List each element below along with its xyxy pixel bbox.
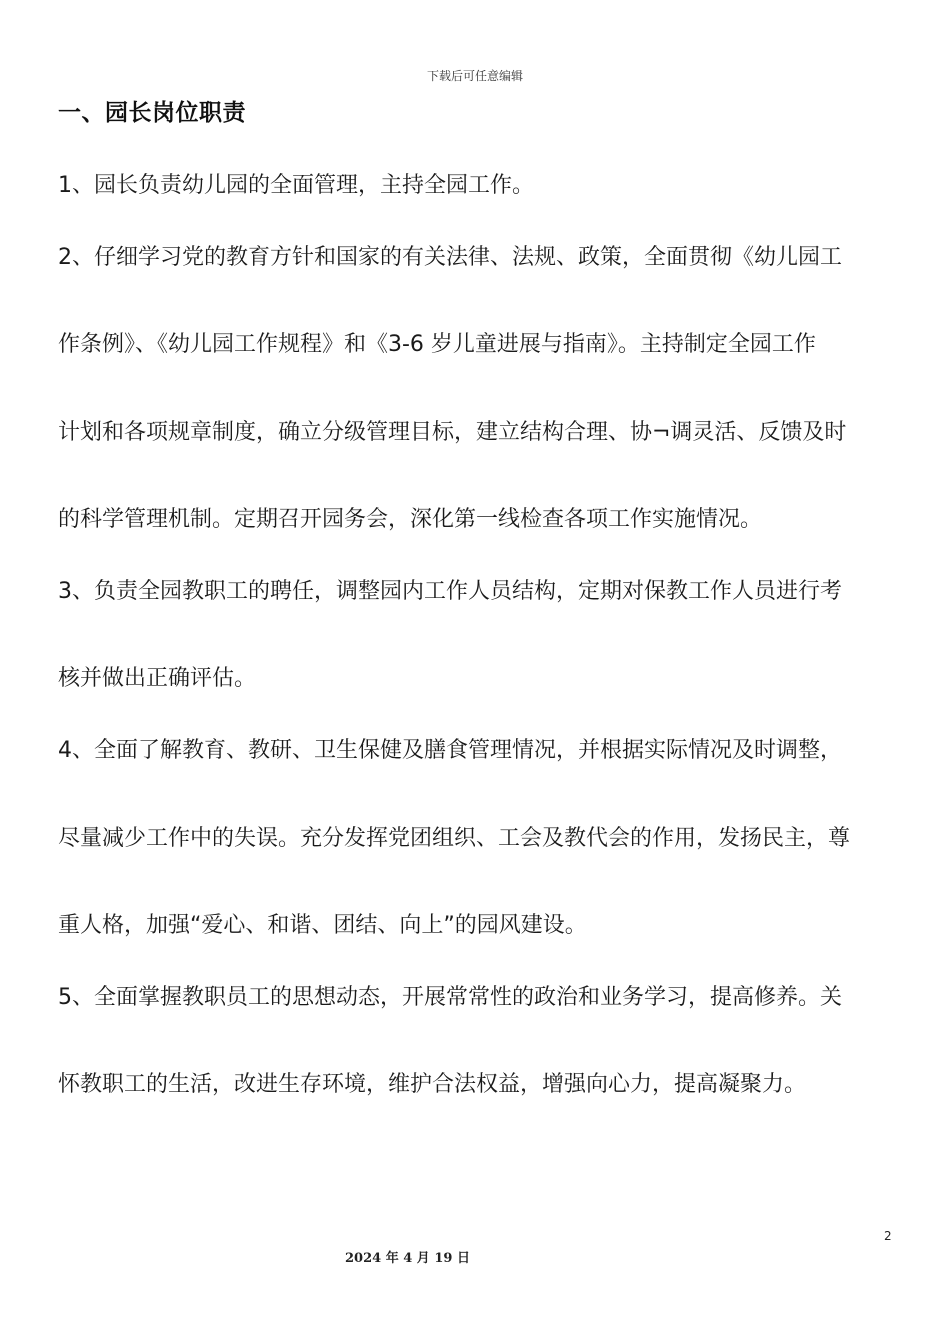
- body-line: 的科学管理机制。定期召开园务会，深化第一线检查各项工作实施情况。: [58, 507, 763, 532]
- body-line: 5、全面掌握教职员工的思想动态，开展常常性的政治和业务学习，提高修养。关: [58, 985, 842, 1010]
- body-line: 重人格，加强“爱心、和谐、团结、向上”的园风建设。: [58, 913, 587, 938]
- body-line: 4、全面了解教育、教研、卫生保健及膳食管理情况，并根据实际情况及时调整，: [58, 738, 842, 763]
- body-line: 作条例》、《幼儿园工作规程》和《3-6 岁儿童进展与指南》。主持制定全园工作: [58, 332, 816, 357]
- body-line: 2、仔细学习党的教育方针和国家的有关法律、法规、政策，全面贯彻《幼儿园工: [58, 245, 842, 270]
- section-heading: 一、园长岗位职责: [58, 100, 246, 126]
- page-number: 2: [884, 1229, 892, 1243]
- body-line: 1、园长负责幼儿园的全面管理，主持全园工作。: [58, 173, 534, 198]
- header-note: 下载后可任意编辑: [426, 69, 523, 83]
- footer-date: 2024 年 4 月 19 日: [345, 1251, 470, 1266]
- body-line: 怀教职工的生活，改进生存环境，维护合法权益，增强向心力，提高凝聚力。: [58, 1072, 807, 1097]
- body-line: 计划和各项规章制度，确立分级管理目标，建立结构合理、协¬调灵活、反馈及时: [58, 420, 847, 445]
- body-line: 尽量减少工作中的失误。充分发挥党团组织、工会及教代会的作用，发扬民主，尊: [58, 826, 851, 851]
- body-line: 核并做出正确评估。: [58, 666, 257, 691]
- body-line: 3、负责全园教职工的聘任，调整园内工作人员结构，定期对保教工作人员进行考: [58, 579, 842, 604]
